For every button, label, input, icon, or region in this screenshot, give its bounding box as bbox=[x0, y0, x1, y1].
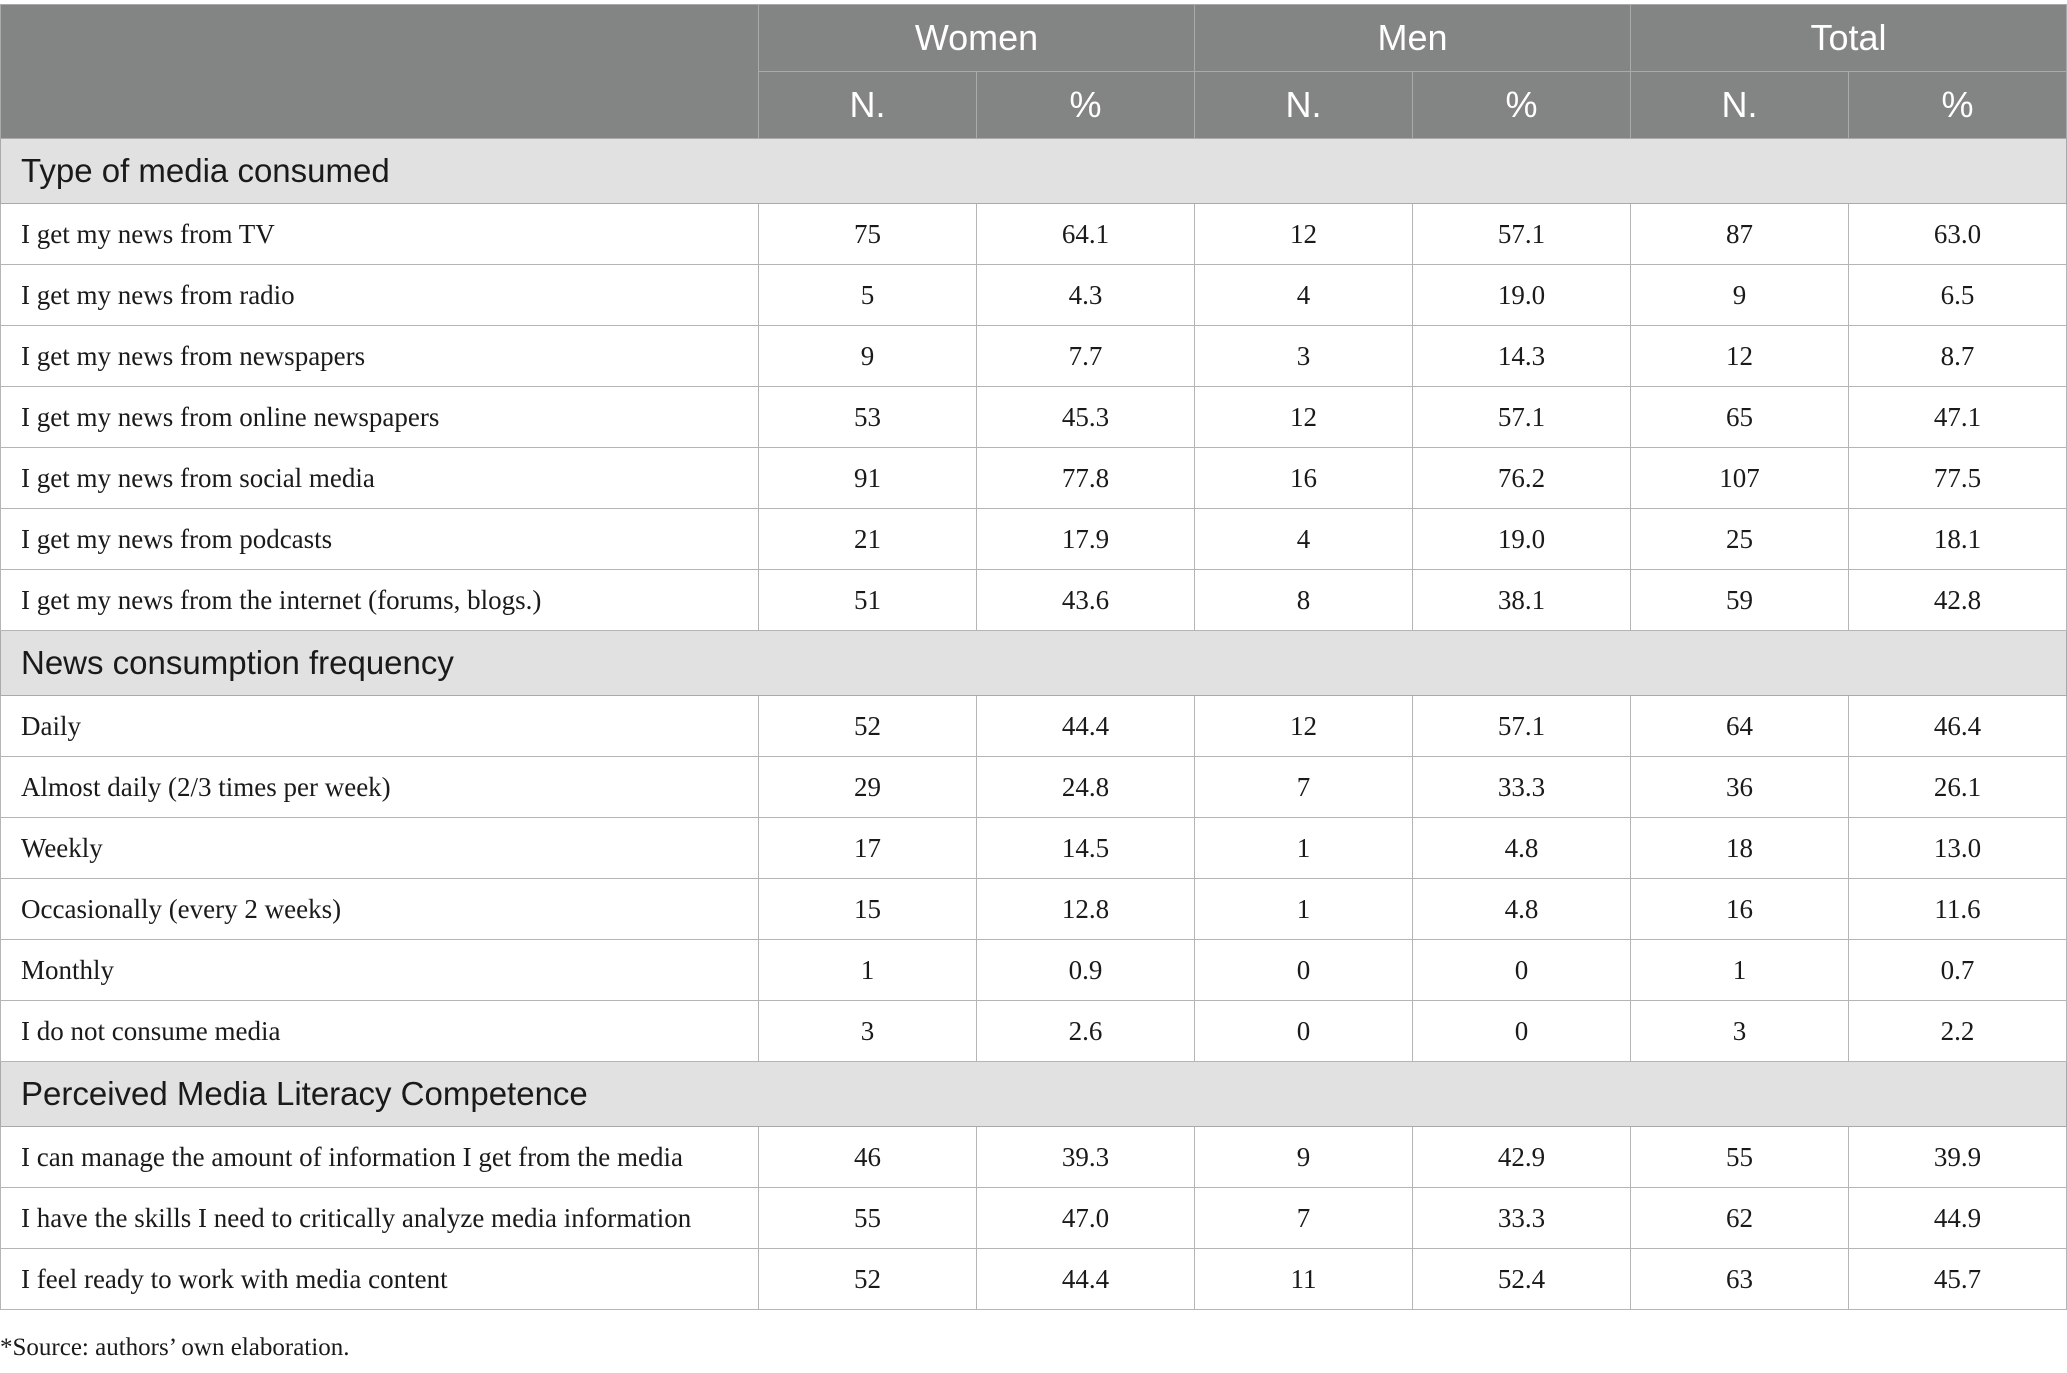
table-row bbox=[1, 757, 2067, 818]
table-row bbox=[1, 387, 2067, 448]
table-cell: 18 bbox=[1631, 818, 1849, 879]
row-label: Daily bbox=[1, 696, 759, 757]
table-cell: 5 bbox=[759, 265, 977, 326]
table-cell: 64 bbox=[1631, 696, 1849, 757]
table-cell: 11 bbox=[1195, 1249, 1413, 1310]
table-cell: 2.6 bbox=[977, 1001, 1195, 1062]
row-label: I get my news from the internet (forums, blogs.) bbox=[1, 570, 759, 631]
table-cell: 57.1 bbox=[1413, 387, 1631, 448]
table-cell: 8 bbox=[1195, 570, 1413, 631]
table-cell: 43.6 bbox=[977, 570, 1195, 631]
section-header-row bbox=[1, 1062, 2067, 1127]
table-cell: 16 bbox=[1195, 448, 1413, 509]
table-cell: 62 bbox=[1631, 1188, 1849, 1249]
table-row bbox=[1, 879, 2067, 940]
table-cell: 1 bbox=[759, 940, 977, 1001]
section-title: Type of media consumed bbox=[1, 139, 2067, 204]
row-label: I get my news from newspapers bbox=[1, 326, 759, 387]
table-cell: 36 bbox=[1631, 757, 1849, 818]
table-cell: 13.0 bbox=[1849, 818, 2067, 879]
table-cell: 52 bbox=[759, 696, 977, 757]
table-cell: 52 bbox=[759, 1249, 977, 1310]
table-cell: 77.8 bbox=[977, 448, 1195, 509]
table-cell: 14.3 bbox=[1413, 326, 1631, 387]
table-cell: 63 bbox=[1631, 1249, 1849, 1310]
table-cell: 51 bbox=[759, 570, 977, 631]
table-cell: 38.1 bbox=[1413, 570, 1631, 631]
table-cell: 9 bbox=[759, 326, 977, 387]
table-cell: 8.7 bbox=[1849, 326, 2067, 387]
table-row bbox=[1, 940, 2067, 1001]
table-cell: 18.1 bbox=[1849, 509, 2067, 570]
table-cell: 44.9 bbox=[1849, 1188, 2067, 1249]
row-label: I get my news from TV bbox=[1, 204, 759, 265]
row-label: I feel ready to work with media content bbox=[1, 1249, 759, 1310]
header-subcol: % bbox=[977, 72, 1195, 139]
table-cell: 1 bbox=[1631, 940, 1849, 1001]
table-cell: 59 bbox=[1631, 570, 1849, 631]
table-cell: 7 bbox=[1195, 757, 1413, 818]
table-footnote: *Source: authors’ own elaboration. bbox=[0, 1334, 350, 1361]
table-row bbox=[1, 1249, 2067, 1310]
row-label: I get my news from online newspapers bbox=[1, 387, 759, 448]
row-label: I get my news from podcasts bbox=[1, 509, 759, 570]
table-row bbox=[1, 448, 2067, 509]
table-cell: 1 bbox=[1195, 879, 1413, 940]
table-cell: 65 bbox=[1631, 387, 1849, 448]
table-cell: 47.1 bbox=[1849, 387, 2067, 448]
row-label: I get my news from radio bbox=[1, 265, 759, 326]
section-title: News consumption frequency bbox=[1, 631, 2067, 696]
table-cell: 12 bbox=[1195, 204, 1413, 265]
table-cell: 7.7 bbox=[977, 326, 1195, 387]
table-row bbox=[1, 204, 2067, 265]
table-cell: 4.8 bbox=[1413, 879, 1631, 940]
table-cell: 64.1 bbox=[977, 204, 1195, 265]
table-cell: 0 bbox=[1413, 1001, 1631, 1062]
table-cell: 55 bbox=[759, 1188, 977, 1249]
table-cell: 29 bbox=[759, 757, 977, 818]
table-cell: 25 bbox=[1631, 509, 1849, 570]
row-label: I can manage the amount of information I get from the media bbox=[1, 1127, 759, 1188]
table-cell: 0 bbox=[1195, 940, 1413, 1001]
table-row bbox=[1, 326, 2067, 387]
table-cell: 33.3 bbox=[1413, 757, 1631, 818]
table-cell: 55 bbox=[1631, 1127, 1849, 1188]
table-cell: 45.3 bbox=[977, 387, 1195, 448]
table-cell: 1 bbox=[1195, 818, 1413, 879]
table-cell: 87 bbox=[1631, 204, 1849, 265]
row-label: Almost daily (2/3 times per week) bbox=[1, 757, 759, 818]
row-label: Occasionally (every 2 weeks) bbox=[1, 879, 759, 940]
row-label: Weekly bbox=[1, 818, 759, 879]
media-consumption-table bbox=[0, 4, 2067, 1310]
table-body bbox=[1, 139, 2067, 1310]
table-cell: 17 bbox=[759, 818, 977, 879]
table-cell: 39.9 bbox=[1849, 1127, 2067, 1188]
table-row bbox=[1, 570, 2067, 631]
table-cell: 0.7 bbox=[1849, 940, 2067, 1001]
table-cell: 52.4 bbox=[1413, 1249, 1631, 1310]
table-row bbox=[1, 1127, 2067, 1188]
table-cell: 39.3 bbox=[977, 1127, 1195, 1188]
table-cell: 75 bbox=[759, 204, 977, 265]
table-cell: 57.1 bbox=[1413, 204, 1631, 265]
document-page bbox=[0, 4, 2067, 1361]
table-cell: 76.2 bbox=[1413, 448, 1631, 509]
table-cell: 42.9 bbox=[1413, 1127, 1631, 1188]
section-header-row bbox=[1, 139, 2067, 204]
header-subcol: % bbox=[1413, 72, 1631, 139]
table-cell: 7 bbox=[1195, 1188, 1413, 1249]
table-cell: 4.3 bbox=[977, 265, 1195, 326]
table-row bbox=[1, 509, 2067, 570]
table-cell: 77.5 bbox=[1849, 448, 2067, 509]
table-row bbox=[1, 265, 2067, 326]
table-cell: 44.4 bbox=[977, 696, 1195, 757]
header-blank-cell bbox=[1, 5, 759, 139]
header-group-men: Men bbox=[1195, 5, 1631, 72]
table-cell: 24.8 bbox=[977, 757, 1195, 818]
table-cell: 16 bbox=[1631, 879, 1849, 940]
row-label: I do not consume media bbox=[1, 1001, 759, 1062]
table-cell: 11.6 bbox=[1849, 879, 2067, 940]
table-cell: 15 bbox=[759, 879, 977, 940]
table-cell: 42.8 bbox=[1849, 570, 2067, 631]
row-label: I have the skills I need to critically analyze media information bbox=[1, 1188, 759, 1249]
row-label: I get my news from social media bbox=[1, 448, 759, 509]
header-group-women: Women bbox=[759, 5, 1195, 72]
table-cell: 46 bbox=[759, 1127, 977, 1188]
table-cell: 2.2 bbox=[1849, 1001, 2067, 1062]
table-cell: 19.0 bbox=[1413, 265, 1631, 326]
header-subcol: N. bbox=[1631, 72, 1849, 139]
table-cell: 12 bbox=[1195, 387, 1413, 448]
table-cell: 53 bbox=[759, 387, 977, 448]
table-header bbox=[1, 5, 2067, 139]
table-row bbox=[1, 818, 2067, 879]
header-group-total: Total bbox=[1631, 5, 2067, 72]
table-cell: 0 bbox=[1413, 940, 1631, 1001]
table-cell: 12.8 bbox=[977, 879, 1195, 940]
table-cell: 3 bbox=[1631, 1001, 1849, 1062]
table-cell: 19.0 bbox=[1413, 509, 1631, 570]
row-label: Monthly bbox=[1, 940, 759, 1001]
table-cell: 4.8 bbox=[1413, 818, 1631, 879]
table-cell: 4 bbox=[1195, 509, 1413, 570]
header-subcol: N. bbox=[1195, 72, 1413, 139]
table-cell: 12 bbox=[1195, 696, 1413, 757]
table-cell: 44.4 bbox=[977, 1249, 1195, 1310]
table-cell: 26.1 bbox=[1849, 757, 2067, 818]
table-cell: 12 bbox=[1631, 326, 1849, 387]
header-subcol: % bbox=[1849, 72, 2067, 139]
table-cell: 6.5 bbox=[1849, 265, 2067, 326]
table-cell: 47.0 bbox=[977, 1188, 1195, 1249]
header-subcol: N. bbox=[759, 72, 977, 139]
table-cell: 63.0 bbox=[1849, 204, 2067, 265]
table-cell: 45.7 bbox=[1849, 1249, 2067, 1310]
table-cell: 9 bbox=[1195, 1127, 1413, 1188]
table-cell: 46.4 bbox=[1849, 696, 2067, 757]
table-row bbox=[1, 1188, 2067, 1249]
table-cell: 3 bbox=[1195, 326, 1413, 387]
table-cell: 17.9 bbox=[977, 509, 1195, 570]
section-title: Perceived Media Literacy Competence bbox=[1, 1062, 2067, 1127]
table-cell: 107 bbox=[1631, 448, 1849, 509]
table-cell: 57.1 bbox=[1413, 696, 1631, 757]
table-cell: 14.5 bbox=[977, 818, 1195, 879]
table-cell: 3 bbox=[759, 1001, 977, 1062]
table-cell: 33.3 bbox=[1413, 1188, 1631, 1249]
table-cell: 9 bbox=[1631, 265, 1849, 326]
section-header-row bbox=[1, 631, 2067, 696]
table-cell: 0 bbox=[1195, 1001, 1413, 1062]
table-cell: 21 bbox=[759, 509, 977, 570]
table-cell: 91 bbox=[759, 448, 977, 509]
table-row bbox=[1, 696, 2067, 757]
table-row bbox=[1, 1001, 2067, 1062]
table-cell: 4 bbox=[1195, 265, 1413, 326]
table-cell: 0.9 bbox=[977, 940, 1195, 1001]
